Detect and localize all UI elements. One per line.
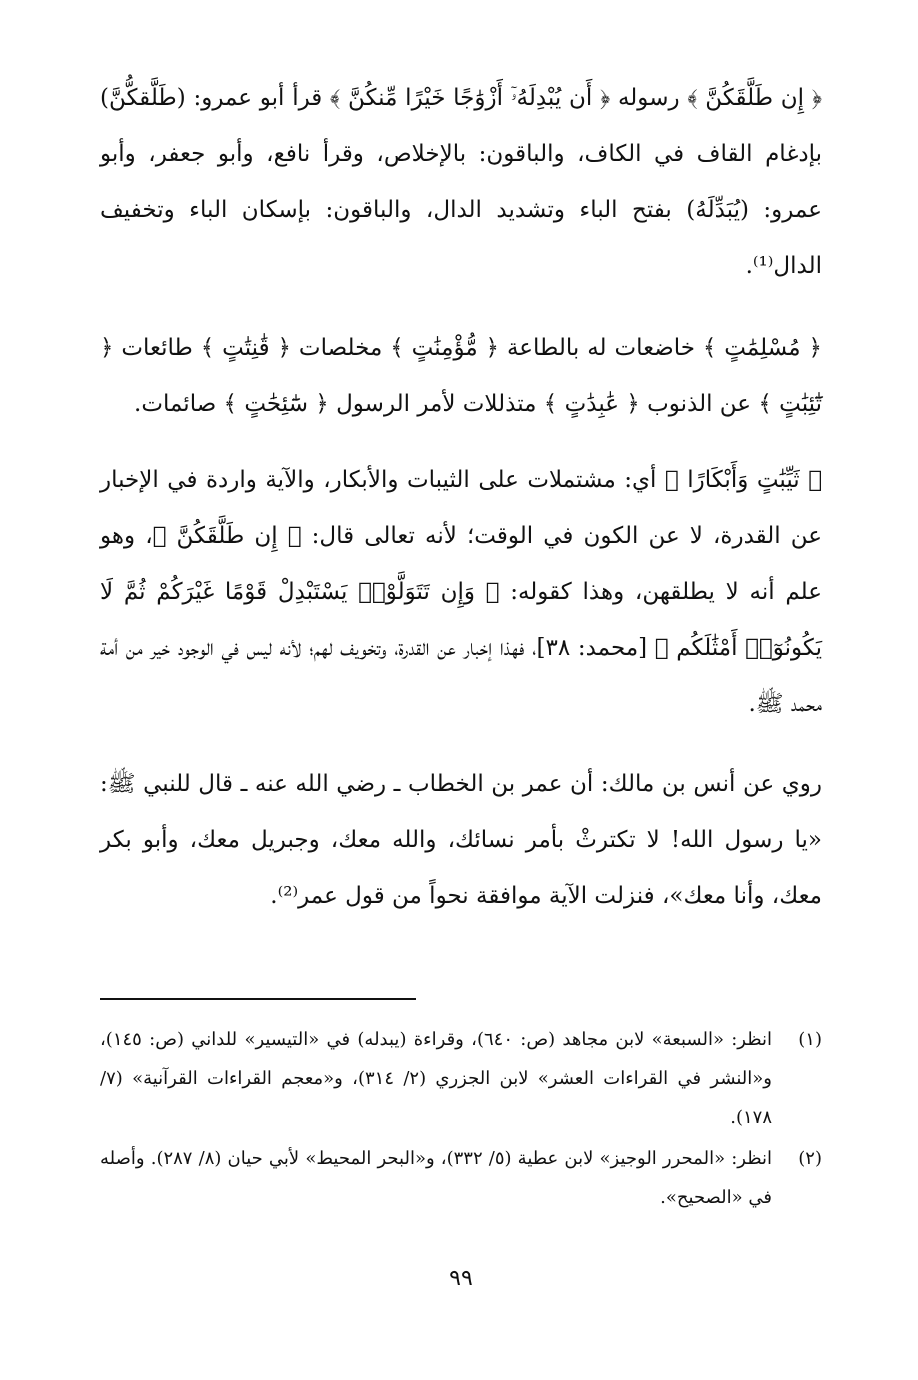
paragraph-4: روي عن أنس بن مالك: أن عمر بن الخطاب ـ رضي الله عنه ـ قال للنبي ﷺ: «يا رسول الله! لا تكترثْ بأمر نسائك، والله معك، وجبريل معك، وأبو بكر معك، وأنا معك»، فنزلت الآية موافقة نحواً من قول عمر⁽²⁾. (100, 771, 822, 909)
footnote-2 (100, 1139, 822, 1217)
book-page (100, 70, 822, 1360)
footnote-number: (٢) (798, 1148, 822, 1169)
footnote-1 (100, 1020, 822, 1137)
paragraph-1: ﴿ إِن طَلَّقَكُنَّ ﴾ رسوله ﴿ أَن يُبْدِلَهُۥٓ أَزْوَٰجًا خَيْرًا مِّنكُنَّ ﴾ قرأ أبو عمرو: (طَلَّقكُّنَّ) بإدغام القاف في الكاف، والباقون: بالإخلاص، وقرأ نافع، وأبو جعفر، وأبو عمرو: (يُبَدِّلَهُ) بفتح الباء وتشديد الدال، والباقون: بإسكان الباء وتخفيف الدال⁽¹⁾. (100, 85, 822, 279)
footnote-number: (١) (798, 1029, 822, 1050)
footnote-separator (100, 998, 416, 1000)
main-text (100, 70, 822, 924)
paragraph-2: ﴿ مُسْلِمَٰتٍ ﴾ خاضعات له بالطاعة ﴿ مُّؤْمِنَٰتٍ ﴾ مخلصات ﴿ قَٰنِتَٰتٍ ﴾ طائعات ﴿ تَٰٓئِبَٰتٍ ﴾ عن الذنوب ﴿ عَٰبِدَٰتٍ ﴾ متذللات لأمر الرسول ﴿ سَٰٓئِحَٰتٍ ﴾ صائمات. (100, 335, 822, 417)
footnote-text: انظر: «المحرر الوجيز» لابن عطية (٥/ ٣٣٢)، و«البحر المحيط» لأبي حيان (٨/ ٢٨٧). وأصله في «الصحيح». (100, 1148, 772, 1208)
paragraph-3: ﴿ ثَيِّبَٰتٍ وَأَبْكَارًا ﴾ أي: مشتملات على الثيبات والأبكار، والآية واردة في الإخبار عن القدرة، لا عن الكون في الوقت؛ لأنه تعالى قال: ﴿ إِن طَلَّقَكُنَّ ﴾، وهو علم أنه لا يطلقهن، وهذا كقوله: ﴿ وَإِن تَتَوَلَّوْا۟ يَسْتَبْدِلْ قَوْمًا غَيْرَكُمْ ثُمَّ لَا يَكُونُوٓا۟ أَمْثَٰلَكُم ﴾ [محمد: ٣٨]، فهذا إخبار عن القدرة، وتخويف لهم؛ لأنه ليس في الوجود خير من أمة محمد ﷺ. (100, 467, 823, 717)
footnotes (100, 1020, 822, 1219)
page-number: ٩٩ (449, 1266, 473, 1291)
footnote-text: انظر: «السبعة» لابن مجاهد (ص: ٦٤٠)، وقراءة (يبدله) في «التيسير» للداني (ص: ١٤٥)، و«النشر في القراءات العشر» لابن الجزري (٢/ ٣١٤)، و«معجم القراءات القرآنية» (٧/ ١٧٨). (100, 1029, 772, 1128)
